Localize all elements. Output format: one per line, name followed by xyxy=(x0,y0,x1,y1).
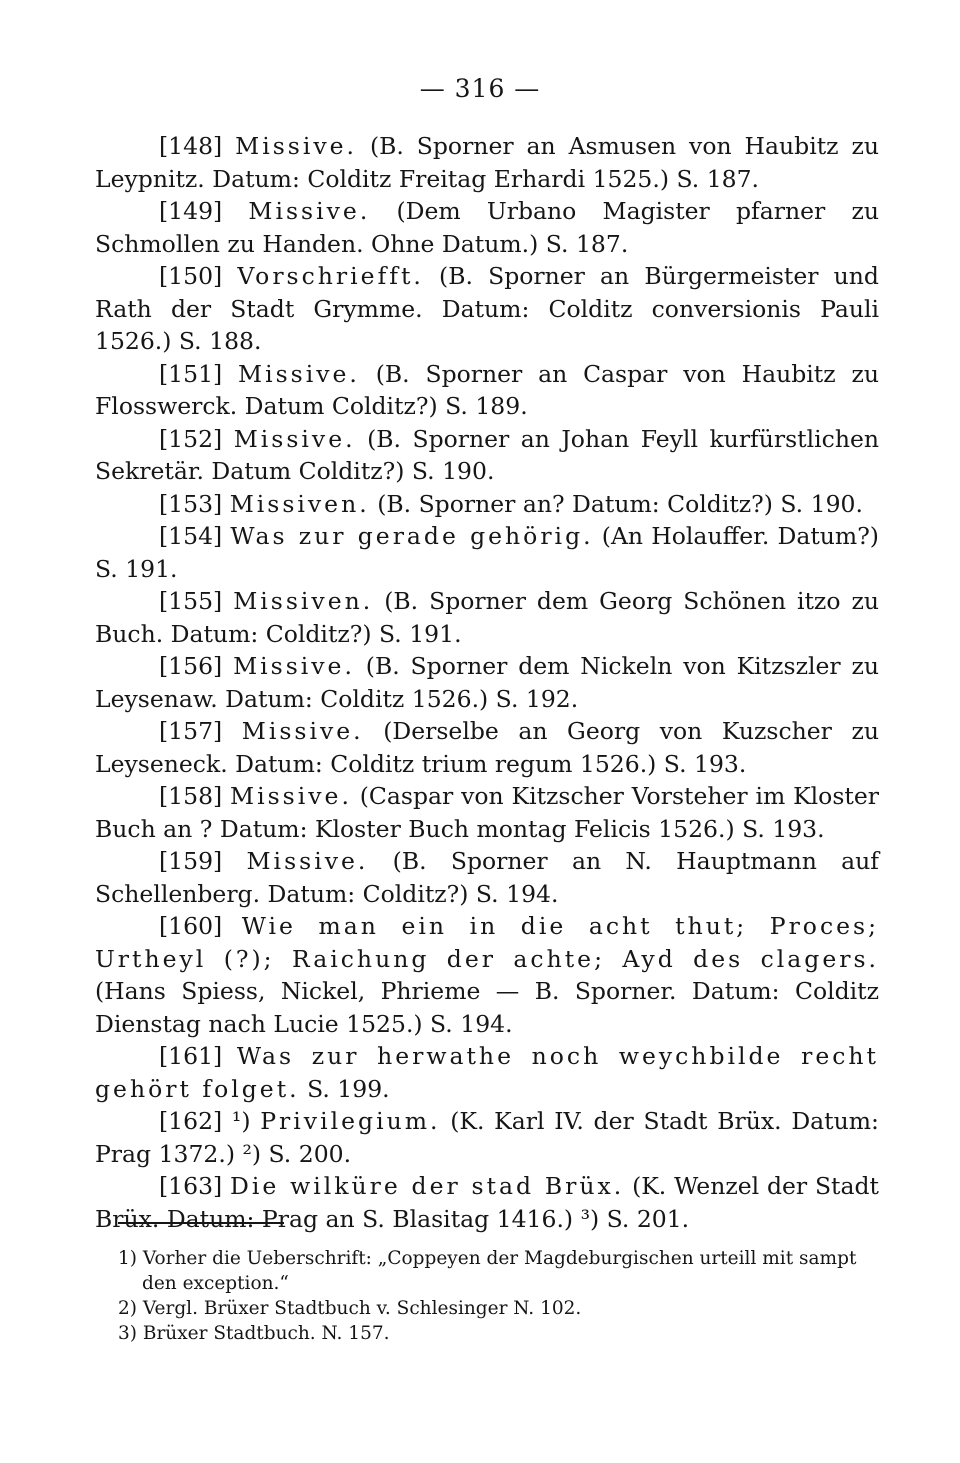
entry-text: (B. Sporner an? Datum: Colditz?) S. 190. xyxy=(377,489,863,518)
entry-155 xyxy=(95,585,879,650)
entry-162 xyxy=(95,1105,879,1170)
entry-number: [155] xyxy=(159,587,223,615)
entry-text: (Caspar von Kitzscher Vorsteher im Kloster Buch an ? Datum: Kloster Buch montag Felicis 1526.) S. 193. xyxy=(95,782,879,843)
entry-151 xyxy=(95,358,879,423)
entry-text: (Dem Urbano Magister pfarner zu Schmollen zu Handen. Ohne Datum.) S. 187. xyxy=(95,197,879,258)
page-number: — 316 — xyxy=(419,74,541,103)
entry-number: [157] xyxy=(159,717,223,745)
entry-number: [161] xyxy=(159,1042,223,1070)
footnotes xyxy=(118,1246,878,1346)
footnote-2: 2) Vergl. Brüxer Stadtbuch v. Schlesinger N. 102. xyxy=(118,1298,582,1319)
entry-text: (B. Sporner an Caspar von Haubitz zu Flosswerck. Datum Colditz?) S. 189. xyxy=(95,359,879,420)
entry-number: [151] xyxy=(159,359,223,388)
entry-number: [163] xyxy=(159,1172,223,1200)
entry-text: (Derselbe an Georg von Kuzscher zu Leyseneck. Datum: Colditz trium regum 1526.) S. 193. xyxy=(95,717,879,778)
entry-number: [152] xyxy=(159,424,223,453)
entry-text: (B. Sporner an Johan Feyll kurfürstlichen Sekretär. Datum Colditz?) S. 190. xyxy=(95,424,879,485)
entry-159 xyxy=(95,845,879,910)
entry-kind: Missive. xyxy=(238,359,360,388)
entry-kind: Missive. xyxy=(241,717,364,745)
entry-160 xyxy=(95,910,879,1040)
entry-kind: Privilegium. xyxy=(260,1107,441,1135)
entry-148 xyxy=(95,130,879,195)
entry-number: [148] xyxy=(159,132,223,160)
entry-kind: Was zur herwathe noch weychbilde recht gehört folget. xyxy=(95,1042,879,1103)
entry-number: [162] ¹) xyxy=(159,1107,251,1135)
entry-text: (B. Sporner dem Georg Schönen itzo zu Buch. Datum: Colditz?) S. 191. xyxy=(95,587,879,648)
entry-kind: Missive. xyxy=(246,847,369,875)
entry-text: S. 199. xyxy=(307,1074,390,1103)
entry-number: [153] xyxy=(159,489,223,518)
entry-kind: Wie man ein in die acht thut; Proces; Urtheyl (?); Raichung der achte; Ayd des clagers. xyxy=(95,912,879,973)
entry-149 xyxy=(95,195,879,260)
entry-text: (An Holauffer. Datum?) S. 191. xyxy=(95,522,879,583)
entry-kind: Missive. xyxy=(230,782,352,810)
entry-kind: Die wilküre der stad Brüx. xyxy=(230,1172,625,1200)
footnote-3: 3) Brüxer Stadtbuch. N. 157. xyxy=(118,1323,390,1344)
entry-list xyxy=(95,130,879,1235)
entry-text: (K. Wenzel der Stadt Brüx. Datum: Prag an S. Blasitag 1416.) ³) S. 201. xyxy=(95,1172,879,1233)
entry-text: (K. Karl IV. der Stadt Brüx. Datum: Prag 1372.) ²) S. 200. xyxy=(95,1107,879,1168)
entry-kind: Vorschriefft. xyxy=(237,262,424,290)
entry-number: [160] xyxy=(159,912,223,940)
entry-text: (B. Sporner an Asmusen von Haubitz zu Leypnitz. Datum: Colditz Freitag Erhardi 1525.) S. 187. xyxy=(95,132,879,193)
entry-kind: Missive. xyxy=(248,197,371,225)
entry-text: (B. Sporner dem Nickeln von Kitzszler zu Leysenaw. Datum: Colditz 1526.) S. 192. xyxy=(95,652,879,713)
entry-kind: Was zur gerade gehörig. xyxy=(230,522,594,550)
entry-text: (B. Sporner an N. Hauptmann auf Schellenberg. Datum: Colditz?) S. 194. xyxy=(95,847,879,908)
entry-163 xyxy=(95,1170,879,1235)
entry-kind: Missiven. xyxy=(233,587,374,615)
footnote-divider xyxy=(118,1222,284,1224)
entry-kind: Missive. xyxy=(235,132,358,160)
entry-152 xyxy=(95,423,879,488)
entry-text: (Hans Spiess, Nickel, Phrieme — B. Sporner. Datum: Colditz Dienstag nach Lucie 1525.) S. 194. xyxy=(95,977,879,1038)
footnote-1: 1) Vorher die Ueberschrift: „Coppeyen der Magdeburgischen urteill mit sampt den exception.“ xyxy=(118,1248,857,1294)
entry-number: [149] xyxy=(159,197,223,225)
entry-number: [150] xyxy=(159,262,223,290)
entry-number: [159] xyxy=(159,847,223,875)
entry-kind: Missive. xyxy=(233,424,356,453)
entry-150 xyxy=(95,260,879,358)
entry-number: [158] xyxy=(159,782,223,810)
entry-number: [156] xyxy=(159,652,223,680)
entry-156 xyxy=(95,650,879,715)
entry-kind: Missive. xyxy=(233,652,355,680)
entry-kind: Missiven. xyxy=(229,489,370,518)
entry-157 xyxy=(95,715,879,780)
entry-153 xyxy=(95,488,879,521)
entry-number: [154] xyxy=(159,522,223,550)
entry-158 xyxy=(95,780,879,845)
entry-161 xyxy=(95,1040,879,1105)
entry-text: (B. Sporner an Bürgermeister und Rath der Stadt Grymme. Datum: Colditz conversionis Pauli 1526.) S. 188. xyxy=(95,262,879,355)
entry-154 xyxy=(95,520,879,585)
